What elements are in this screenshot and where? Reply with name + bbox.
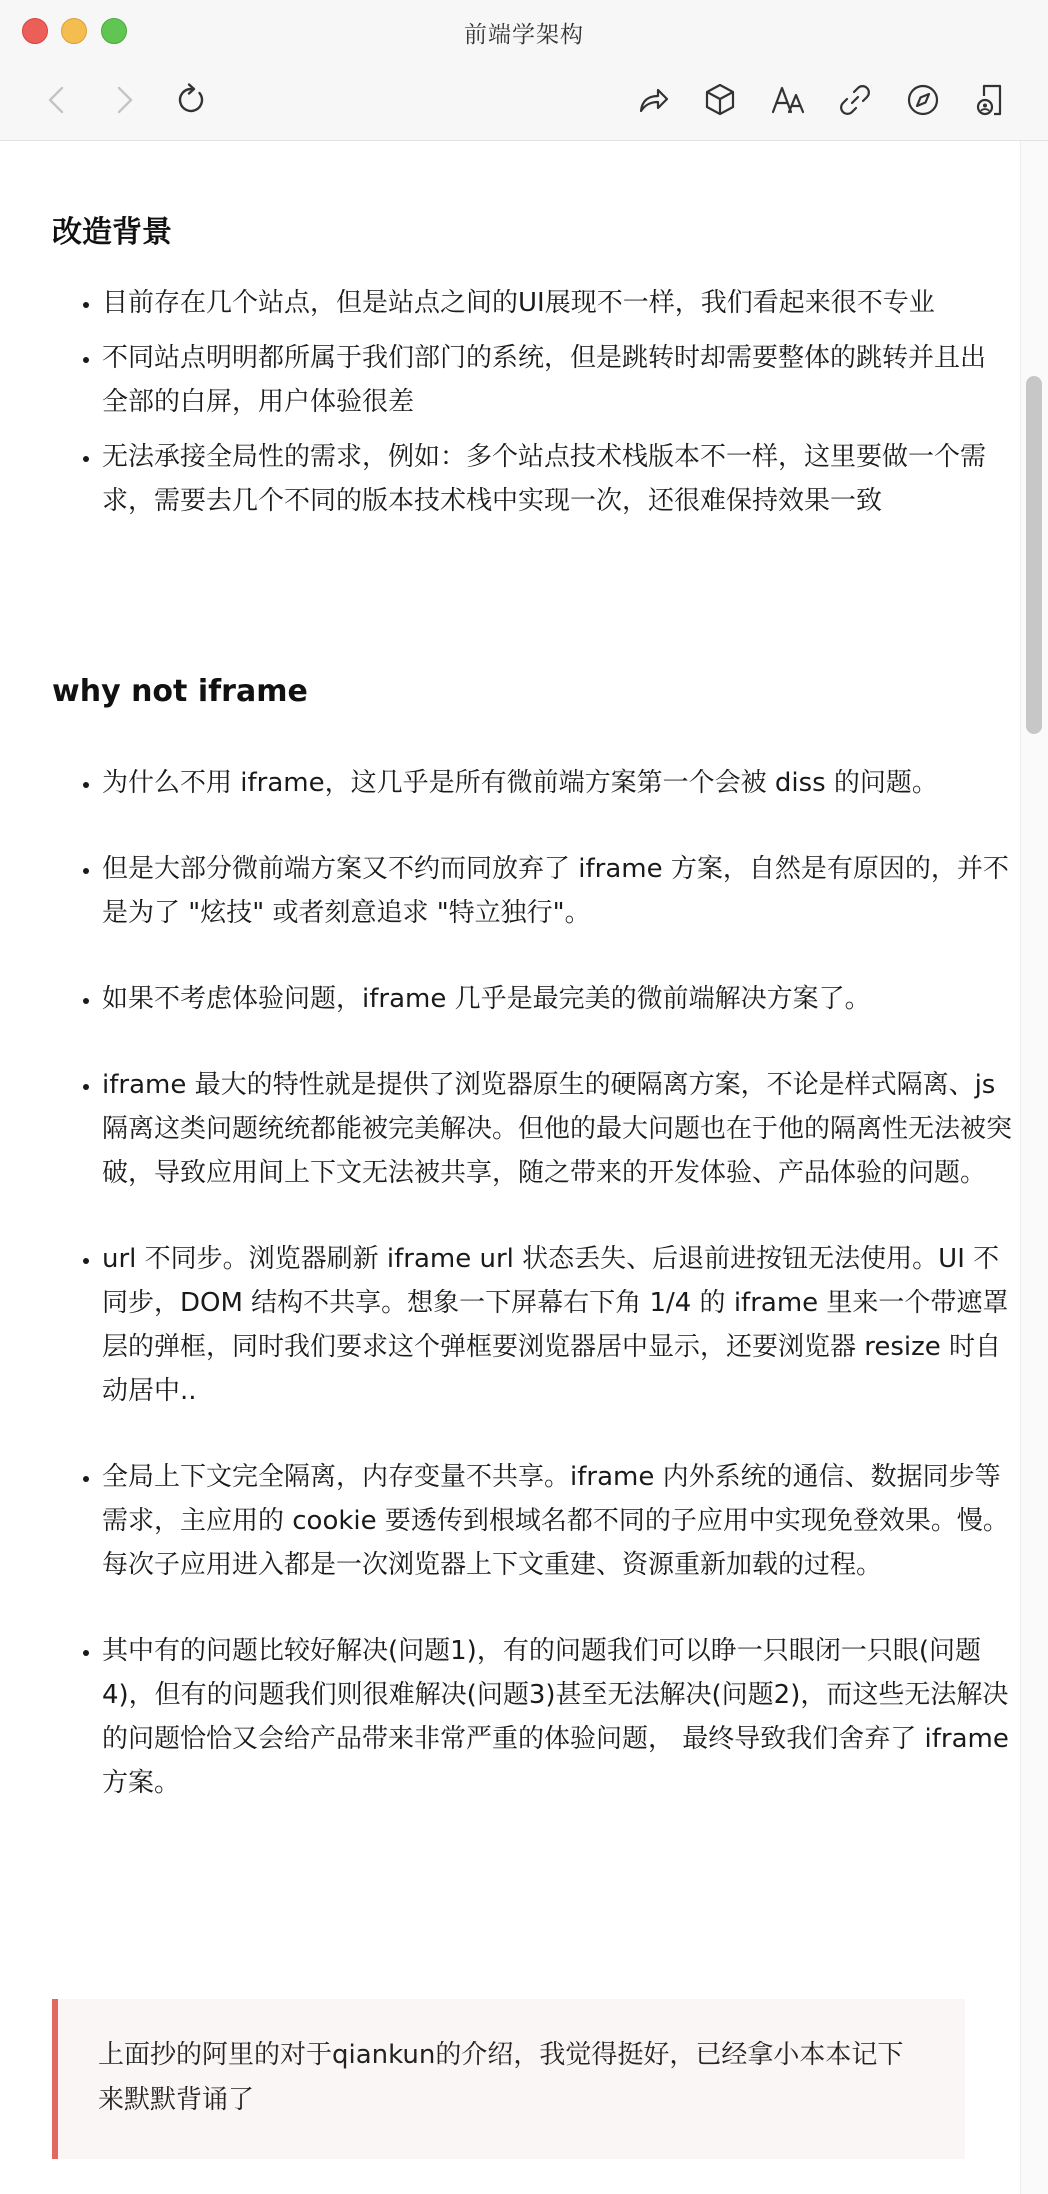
list-item: • 目前存在几个站点，但是站点之间的UI展现不一样，我们看起来很不专业 — [102, 281, 1002, 325]
chevron-right-icon — [104, 80, 144, 120]
compass-button[interactable] — [899, 76, 947, 124]
document-person-icon — [972, 80, 1012, 120]
reload-button[interactable] — [167, 76, 215, 124]
cube-icon — [700, 80, 740, 120]
compass-icon — [903, 80, 943, 120]
list-item: • 如果不考虑体验问题，iframe 几乎是最完美的微前端解决方案了。 — [102, 977, 1012, 1021]
window-title: 前端学架构 — [464, 22, 584, 48]
section-title-why-not-iframe: why not iframe — [52, 674, 308, 709]
font-size-icon — [768, 80, 808, 120]
toolbar — [0, 62, 1048, 141]
share-arrow-icon — [633, 80, 673, 120]
list-item: • 为什么不用 iframe，这几乎是所有微前端方案第一个会被 diss 的问题。 — [102, 761, 1012, 805]
list-item: • url 不同步。浏览器刷新 iframe url 状态丢失、后退前进按钮无法使用。UI 不同步，DOM 结构不共享。想象一下屏幕右下角 1/4 的 iframe 里来一个带遮罩层的弹框，同时我们要求这个弹框要浏览器居中显示，还要浏览器 resize 时自动居中.. — [102, 1237, 1012, 1413]
list-item: • 无法承接全局性的需求，例如：多个站点技术栈版本不一样，这里要做一个需求，需要去几个不同的版本技术栈中实现一次，还很难保持效果一致 — [102, 435, 1002, 523]
font-size-button[interactable] — [764, 76, 812, 124]
background-list — [52, 281, 1002, 534]
reader-button[interactable] — [968, 76, 1016, 124]
title-bar — [0, 0, 1048, 62]
share-button[interactable] — [629, 76, 677, 124]
back-button[interactable] — [33, 76, 81, 124]
forward-button[interactable] — [100, 76, 148, 124]
list-item: • 但是大部分微前端方案又不约而同放弃了 iframe 方案，自然是有原因的，并不是为了 "炫技" 或者刻意追求 "特立独行"。 — [102, 847, 1012, 935]
why-not-iframe-list — [52, 761, 1012, 1847]
link-icon — [835, 80, 875, 120]
article-content — [0, 141, 1020, 2194]
reload-icon — [171, 80, 211, 120]
list-item: • 不同站点明明都所属于我们部门的系统，但是跳转时却需要整体的跳转并且出全部的白屏，用户体验很差 — [102, 336, 1002, 424]
list-item: • iframe 最大的特性就是提供了浏览器原生的硬隔离方案，不论是样式隔离、js 隔离这类问题统统都能被完美解决。但他的最大问题也在于他的隔离性无法被突破，导致应用间上下文无法被共享，随之带来的开发体验、产品体验的问题。 — [102, 1063, 1012, 1195]
list-item: • 其中有的问题比较好解决(问题1)，有的问题我们可以睁一只眼闭一只眼(问题4)，但有的问题我们则很难解决(问题3)甚至无法解决(问题2)，而这些无法解决的问题恰恰又会给产品带来非常严重的体验问题， 最终导致我们舍弃了 iframe 方案。 — [102, 1629, 1012, 1805]
chevron-left-icon — [37, 80, 77, 120]
list-item: • 全局上下文完全隔离，内存变量不共享。iframe 内外系统的通信、数据同步等需求，主应用的 cookie 要透传到根域名都不同的子应用中实现免登效果。慢。每次子应用进入都是一次浏览器上下文重建、资源重新加载的过程。 — [102, 1455, 1012, 1587]
cube-button[interactable] — [696, 76, 744, 124]
scrollbar-thumb[interactable] — [1026, 376, 1042, 734]
blockquote: 上面抄的阿里的对于qiankun的介绍，我觉得挺好，已经拿小本本记下来默默背诵了 — [52, 1999, 965, 2159]
section-title-background: 改造背景 — [52, 215, 172, 250]
link-button[interactable] — [831, 76, 879, 124]
